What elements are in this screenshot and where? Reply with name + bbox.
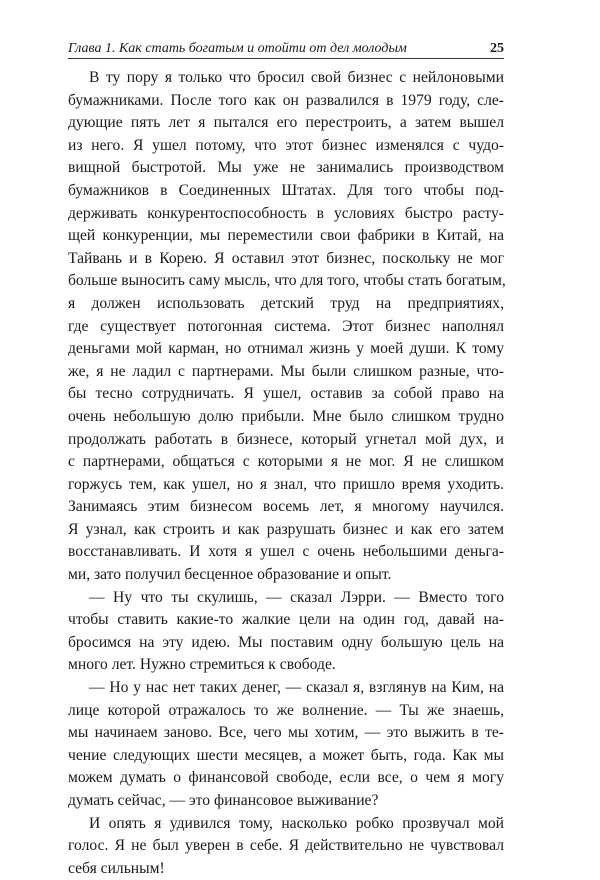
text-line: больше выносить саму мысль, что для того, чтобы стать богатым, [68,272,506,290]
text-line: продолжать работать в бизнесе, который угнетал мой дух, и [68,430,504,448]
text-line: Занимаясь этим бизнесом восемь лет, я многому научился. [68,498,504,516]
page-number: 25 [490,41,504,56]
text-line: Тайвань и в Корею. Я оставил этот бизнес, поскольку не мог [68,249,504,267]
text-line: с партнерами, общаться с которыми я не мог. Я не слишком [68,453,504,471]
text-line: мы начинаем заново. Все, чего мы хотим, — это выжить в те- [68,724,504,742]
text-line: держивать конкурентоспособность в условиях быстро расту- [68,204,504,222]
text-line: где существует потогонная система. Этот бизнес наполнял [68,317,504,335]
text-line: очень небольшую долю прибыли. Мне было слишком трудно [68,407,504,425]
paragraph [68,813,504,880]
text-line: И опять я удивился тому, насколько робко прозвучал мой [89,814,504,832]
text-line: же, я не ладил с партнерами. Мы были слишком разные, что- [68,362,504,380]
paragraph [68,67,504,587]
running-header [68,41,504,59]
paragraph [68,677,504,813]
text-line: дующие пять лет я пытался его перестроить, а затем вышел [68,114,504,132]
text-line: голос. Я не был уверен в себе. Я действительно не чувствовал [68,837,504,855]
text-line: бы тесно сотрудничать. Я ушел, оставив за собой право на [68,385,504,403]
body-text [68,67,504,880]
text-line: — Но у нас нет таких денег, — сказал я, взглянув на Ким, на [89,679,504,697]
text-line: — Ну что ты скулишь, — сказал Лэрри. — Вместо того [89,588,504,606]
text-line: чение следующих шести месяцев, а может быть, года. Как мы [68,746,504,764]
text-line: восстанавливать. И хотя я ушел с очень небольшими деньга- [68,543,504,561]
text-line: деньгами мой карман, но отнимал жизнь у моей души. К тому [68,340,504,358]
text-line: много лет. Нужно стремиться к свободе. [68,656,336,674]
text-line: бумажниками. После того как он развалился в 1979 году, сле- [68,91,504,109]
text-line: лице которой отражалось то же волнение. — Ты же знаешь, [68,701,504,719]
text-line: В ту пору я только что бросил свой бизнес с нейлоновыми [89,69,504,86]
text-line: вищной быстротой. Мы уже не занимались производством [68,159,504,177]
text-line: я должен использовать детский труд на предприятиях, [68,294,504,312]
text-line: из него. Я ушел потому, что этот бизнес изменялся с чудо- [68,136,504,154]
text-line: бросимся на эту идею. Мы поставим одну большую цель на [68,633,504,651]
text-line: можем думать о финансовой свободе, если все, о чем я могу [68,769,504,787]
text-line: Я узнал, как строить и как разрушать бизнес и как его затем [68,520,504,538]
text-line: чтобы ставить какие-то жалкие цели на один год, давай на- [68,611,504,629]
paragraph [68,587,504,677]
text-line: думать сейчас, — это финансовое выживание? [68,792,379,809]
text-line: бумажников в Соединенных Штатах. Для того чтобы под- [68,181,504,199]
text-line: ми, зато получил бесценное образование и опыт. [68,566,392,584]
chapter-title: Глава 1. Как стать богатым и отойти от дел молодым [68,41,407,56]
text-line: горжусь тем, как ушел, но я знал, что пришло время уходить. [68,475,504,493]
text-line: щей конкуренции, мы переместили свои фабрики в Китай, на [68,227,504,245]
text-line: себя сильным! [68,859,165,877]
